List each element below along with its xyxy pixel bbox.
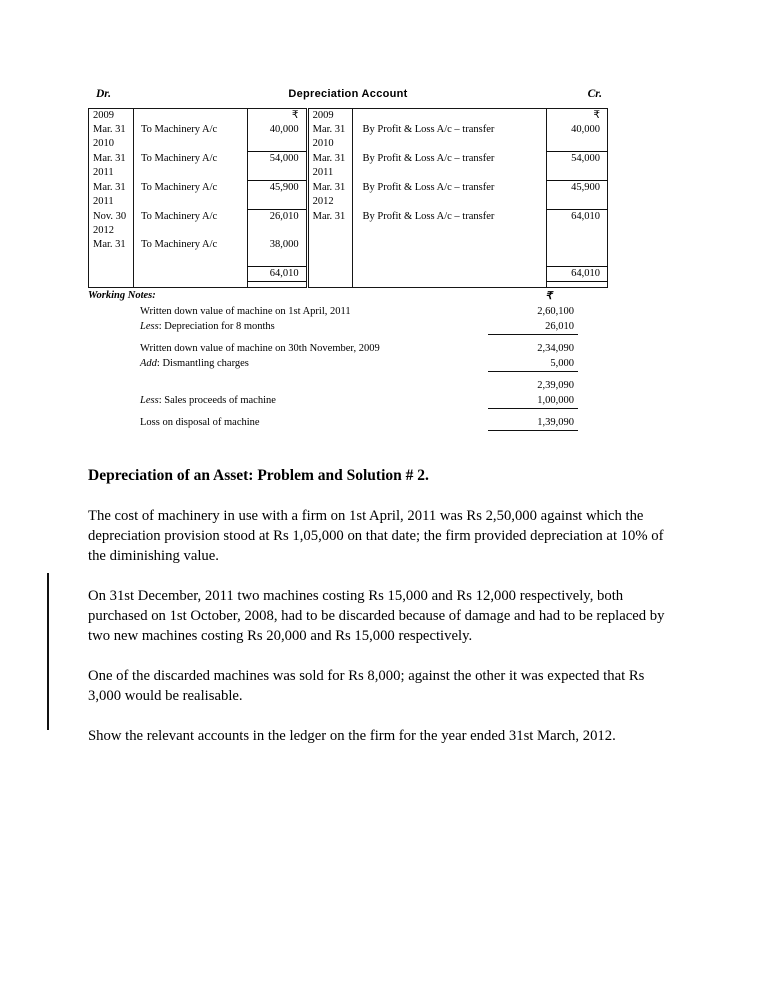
credit-date-3: Mar. 31 (312, 210, 346, 222)
debit-year-1: 2010 (89, 137, 134, 152)
table-row (89, 137, 608, 152)
wn-amount-3: 5,000 (488, 356, 578, 372)
credit-particulars-blank-0 (352, 109, 546, 124)
working-notes-title (88, 290, 578, 301)
wn-label-2: Written down value of machine on 30th November, 2009 (140, 343, 380, 354)
debit-year-2: 2011 (89, 166, 134, 181)
debit-particulars-blank-2 (133, 166, 247, 181)
debit-date-2: Mar. 31 (89, 181, 134, 196)
wn-label-5: : Sales proceeds of machine (158, 395, 276, 406)
credit-amount-3: 64,010 (546, 210, 607, 225)
credit-total-pad-b (352, 267, 546, 282)
working-notes-currency-symbol: ₹ (545, 291, 552, 302)
wn-label-6: Loss on disposal of machine (140, 417, 260, 428)
wn-spacer (88, 371, 578, 378)
account-title: Depreciation Account (288, 88, 408, 100)
debit-subtotal-rule (248, 252, 307, 267)
working-notes-row (88, 393, 578, 408)
debit-particulars-blank-4 (133, 224, 247, 238)
credit-date-1: Mar. 31 (312, 152, 346, 164)
wn-prefix-1: Less (140, 321, 159, 332)
wn-amount-4: 2,39,090 (537, 380, 574, 391)
table-row (89, 123, 608, 137)
credit-side-label: Cr. (587, 88, 602, 100)
debit-amount-2: 45,900 (248, 181, 307, 196)
table-row (89, 238, 608, 252)
debit-particulars-3: To Machinery A/c (133, 210, 247, 225)
debit-amount-1: 54,000 (248, 152, 307, 167)
table-row (89, 252, 608, 267)
debit-currency-symbol: ₹ (248, 109, 307, 124)
working-notes-row (88, 304, 578, 319)
page-title: Depreciation of an Asset: Problem and Solution # 2. (88, 467, 429, 484)
table-row (89, 210, 608, 225)
debit-particulars-2: To Machinery A/c (133, 181, 247, 196)
close-c (248, 282, 307, 288)
debit-date-1: Mar. 31 (89, 152, 134, 167)
debit-particulars-blank-3 (133, 195, 247, 210)
wn-label-1: : Depreciation for 8 months (158, 321, 275, 332)
debit-particulars-4: To Machinery A/c (133, 238, 247, 252)
problem-statement (88, 466, 680, 746)
credit-spacer-year (307, 224, 352, 238)
debit-particulars-1: To Machinery A/c (133, 152, 247, 167)
paragraph-2: On 31st December, 2011 two machines costing Rs 15,000 and Rs 12,000 respectively, both purchased on 1st October, 2008, had to be discarded because of damage and had to be replaced by two new machines costing Rs 20,000 and Rs 15,000 respectively. (88, 588, 665, 644)
credit-total: 64,010 (546, 267, 607, 282)
table-row (89, 109, 608, 124)
working-notes-row (88, 319, 578, 334)
credit-pad-b (352, 252, 546, 267)
wn-amount-1: 26,010 (488, 319, 578, 335)
credit-total-pad-a (307, 267, 352, 282)
paragraph-1: The cost of machinery in use with a firm on 1st April, 2011 was Rs 2,50,000 against which the depreciation provision stood at Rs 1,05,000 on that date; the firm provided depreciation at 10% of the diminishing value. (88, 508, 664, 564)
credit-particulars-blank-1 (352, 137, 546, 152)
debit-particulars-blank-0 (133, 109, 247, 124)
debit-particulars-blank-1 (133, 137, 247, 152)
debit-pad-a (89, 252, 134, 267)
credit-year-1: 2010 (312, 138, 334, 149)
debit-pad-b (133, 252, 247, 267)
debit-amount-0: 40,000 (248, 123, 307, 137)
debit-rule-0 (248, 137, 307, 152)
table-row-total (89, 267, 608, 282)
table-row (89, 152, 608, 167)
close-e (352, 282, 546, 288)
credit-rule-0 (546, 137, 607, 152)
credit-currency-symbol: ₹ (546, 109, 607, 124)
wn-prefix-3: Add (140, 358, 157, 369)
debit-amount-4: 38,000 (248, 238, 307, 252)
credit-year-2: 2011 (312, 167, 334, 178)
credit-date-0: Mar. 31 (312, 124, 346, 135)
table-row (89, 195, 608, 210)
ledger-header (88, 88, 608, 108)
credit-particulars-2: By Profit & Loss A/c – transfer (352, 181, 546, 196)
debit-spacer-0 (248, 224, 307, 238)
wn-amount-6: 1,39,090 (488, 415, 578, 431)
debit-side-label: Dr. (96, 88, 112, 100)
working-notes-row (88, 341, 578, 356)
working-notes-title-text: Working Notes: (88, 290, 156, 301)
working-notes-row (88, 378, 578, 393)
wn-spacer (88, 334, 578, 341)
close-a (89, 282, 134, 288)
credit-year-3: 2012 (312, 196, 334, 207)
credit-pad-a (307, 252, 352, 267)
wn-spacer (88, 408, 578, 415)
credit-particulars-0: By Profit & Loss A/c – transfer (352, 123, 546, 137)
debit-rule-1 (248, 166, 307, 181)
debit-total: 64,010 (248, 267, 307, 282)
credit-date-2: Mar. 31 (312, 181, 346, 193)
debit-year-0: 2009 (89, 109, 134, 124)
wn-amount-0: 2,60,100 (537, 306, 574, 317)
wn-prefix-5: Less (140, 395, 159, 406)
credit-spacer-amt (546, 224, 607, 238)
table-row (89, 224, 608, 238)
depreciation-account-ledger (88, 88, 608, 288)
wn-amount-5: 1,00,000 (488, 393, 578, 409)
ledger-table (88, 108, 608, 288)
debit-rule-2 (248, 195, 307, 210)
debit-date-0: Mar. 31 (89, 123, 134, 137)
wn-label-0: Written down value of machine on 1st April, 2011 (140, 306, 351, 317)
credit-particulars-3: By Profit & Loss A/c – transfer (352, 210, 546, 225)
debit-amount-3: 26,010 (248, 210, 307, 225)
table-row (89, 181, 608, 196)
credit-particulars-blank-2 (352, 166, 546, 181)
credit-subtotal-rule (546, 252, 607, 267)
table-row (89, 282, 608, 288)
credit-blank-part-4 (352, 238, 546, 252)
credit-rule-2 (546, 195, 607, 210)
credit-year-0: 2009 (307, 109, 352, 124)
credit-amount-1: 54,000 (546, 152, 607, 167)
credit-rule-1 (546, 166, 607, 181)
working-notes-section (88, 290, 578, 430)
debit-total-pad-a (89, 267, 134, 282)
close-f (546, 282, 607, 288)
credit-blank-date-4 (307, 238, 352, 252)
debit-year-3: 2011 (89, 195, 134, 210)
paragraph-4: Show the relevant accounts in the ledger on the firm for the year ended 31st March, 2012. (88, 728, 616, 744)
working-notes-row (88, 415, 578, 430)
debit-year-4: 2012 (89, 224, 134, 238)
credit-blank-amt-4 (546, 238, 607, 252)
debit-total-pad-b (133, 267, 247, 282)
paragraph-3: One of the discarded machines was sold for Rs 8,000; against the other it was expected that Rs 3,000 would be realisable. (88, 668, 645, 704)
credit-particulars-1: By Profit & Loss A/c – transfer (352, 152, 546, 167)
debit-particulars-0: To Machinery A/c (133, 123, 247, 137)
credit-amount-0: 40,000 (546, 123, 607, 137)
working-notes-row (88, 356, 578, 371)
debit-date-4: Mar. 31 (89, 238, 134, 252)
credit-particulars-blank-3 (352, 195, 546, 210)
wn-label-3: : Dismantling charges (156, 358, 249, 369)
close-b (133, 282, 247, 288)
wn-amount-2: 2,34,090 (537, 343, 574, 354)
debit-date-3: Nov. 30 (89, 210, 134, 225)
credit-spacer-part (352, 224, 546, 238)
close-d (307, 282, 352, 288)
table-row (89, 166, 608, 181)
credit-amount-2: 45,900 (546, 181, 607, 196)
margin-change-bar (47, 573, 49, 730)
